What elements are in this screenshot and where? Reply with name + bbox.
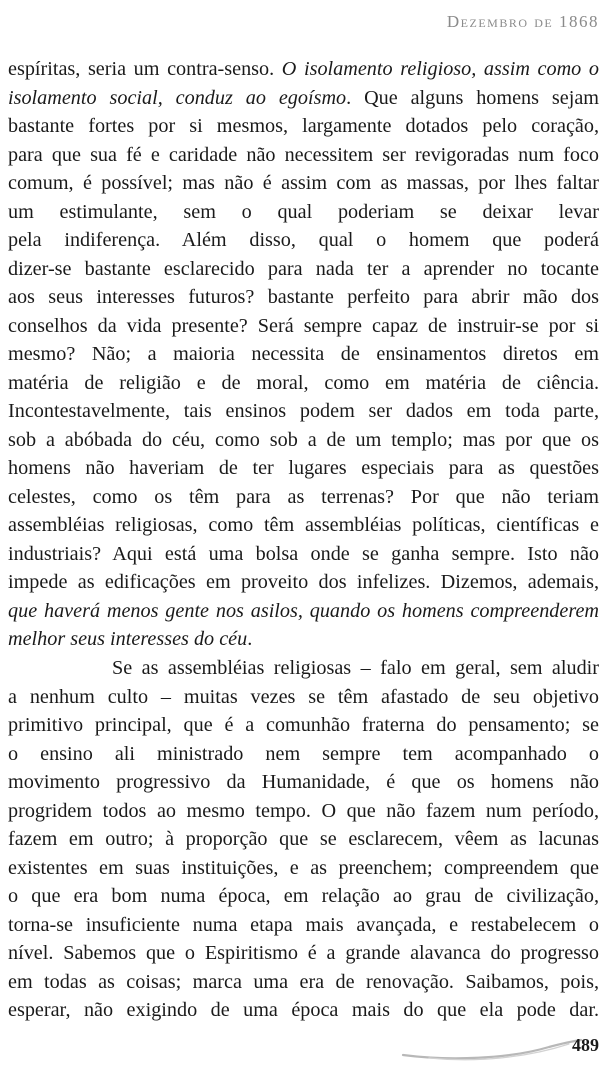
text-line: pela indiferença. Além disso, qual o homem que poderá <box>8 229 599 251</box>
text-line: impede as edificações em proveito dos infelizes. Dizemos, ademais, <box>8 571 599 593</box>
text-line: comum, é possível; mas não é assim com as massas, por lhes faltar <box>8 172 599 194</box>
text-line: em todas as coisas; marca uma era de renovação. Saibamos, pois, <box>8 970 599 993</box>
text-line: assembléias religiosas, como têm assembléias políticas, científicas e <box>8 514 599 536</box>
text-line: para que sua fé e caridade não necessitem ser revigoradas num foco <box>8 143 599 166</box>
text-line: dizer-se bastante esclarecido para nada ter a aprender no tocante <box>8 257 599 280</box>
text-line: o ensino ali ministrado nem sempre tem acompanhado o <box>8 742 599 765</box>
text-line: nível. Sabemos que o Espiritismo é a grande alavanca do progresso <box>8 942 599 964</box>
text-line: industriais? Aqui está uma bolsa onde se ganha sempre. Isto não <box>8 542 599 565</box>
swoosh-ornament-icon <box>399 1025 599 1065</box>
page-number: 489 <box>572 1035 599 1055</box>
text-line: espíritas, seria um contra-senso. O isolamento religioso, assim como o <box>8 58 599 80</box>
text-line: matéria de religião e de moral, como em matéria de ciência. <box>8 371 599 394</box>
text-line: aos seus interesses futuros? bastante perfeito para abrir mão dos <box>8 286 599 308</box>
text-line: sob a abóbada do céu, como sob a de um templo; mas por que os <box>8 428 599 451</box>
text-line: Se as assembléias religiosas – falo em geral, sem aludir <box>112 657 599 679</box>
text-line: primitivo principal, que é a comunhão fraterna do pensamento; se <box>8 714 599 736</box>
text-line: esperar, não exigindo de uma época mais do que ela pode dar. <box>8 999 599 1021</box>
text-line: celestes, como os têm para as terrenas? Por que não teriam <box>8 485 599 508</box>
paragraph-1 <box>8 55 599 654</box>
text-line: fazem em outro; à proporção que se esclarecem, vêem as lacunas <box>8 828 599 850</box>
paragraph-2 <box>8 654 599 1025</box>
text-line: existentes em suas instituições, e as preenchem; compreendem que <box>8 856 599 879</box>
text-line: progridem todos ao mesmo tempo. O que não fazem num período, <box>8 799 599 822</box>
text-line: homens não haveriam de ter lugares especiais para as questões <box>8 457 599 479</box>
text-line: conselhos da vida presente? Será sempre capaz de instruir-se por si <box>8 314 599 337</box>
text-line: isolamento social, conduz ao egoísmo. Que alguns homens sejam <box>8 86 599 109</box>
text-line: bastante fortes por si mesmos, largamente dotados pelo coração, <box>8 115 599 137</box>
text-line: mesmo? Não; a maioria necessita de ensinamentos diretos em <box>8 343 599 365</box>
text-line: que haverá menos gente nos asilos, quando os homens compreenderem <box>8 599 599 622</box>
text-line: movimento progressivo da Humanidade, é que os homens não <box>8 771 599 793</box>
text-line: o que era bom numa época, em relação ao grau de civilização, <box>8 885 599 907</box>
page-footer <box>399 1025 599 1065</box>
running-header: Dezembro de 1868 <box>446 12 599 31</box>
text-line: a nenhum culto – muitas vezes se têm afastado de seu objetivo <box>8 685 599 708</box>
text-line: melhor seus interesses do céu. <box>8 628 253 650</box>
text-line: um estimulante, sem o qual poderiam se deixar levar <box>8 200 599 223</box>
text-line: torna-se insuficiente numa etapa mais avançada, e restabelecem o <box>8 913 599 936</box>
text-line: Incontestavelmente, tais ensinos podem ser dados em toda parte, <box>8 400 599 422</box>
